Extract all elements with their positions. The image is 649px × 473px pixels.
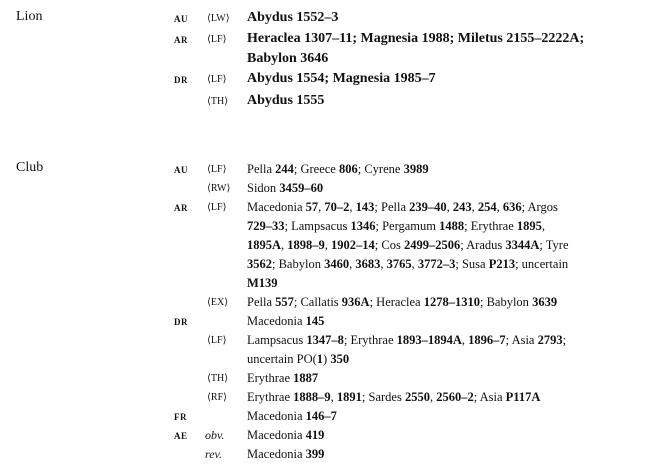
reference-line: Abydus 1555 xyxy=(247,93,325,108)
index-term-club: Club xyxy=(16,160,44,175)
type-note: ⟨LF⟩ xyxy=(207,34,227,45)
metal-code: AU xyxy=(174,14,188,24)
type-note: ⟨TH⟩ xyxy=(207,373,229,384)
reference-line: Sidon 3459–60 xyxy=(247,181,324,195)
reference-line: Pella 557; Callatis 936A; Heraclea 1278–1310; Babylon 3639 xyxy=(247,295,558,309)
type-note: obv. xyxy=(205,428,225,442)
reference-line: Erythrae 1888–9, 1891; Sardes 2550, 2560–2; Asia P117A xyxy=(247,390,541,404)
reference-line: Abydus 1554; Magnesia 1985–7 xyxy=(247,71,436,86)
reference-line: Pella 244; Greece 806; Cyrene 3989 xyxy=(247,162,429,176)
reference-line: Macedonia 146–7 xyxy=(247,409,337,423)
metal-code: AU xyxy=(174,165,188,175)
reference-line: Macedonia 145 xyxy=(247,314,325,328)
metal-code: AE xyxy=(174,431,188,441)
type-note: ⟨LF⟩ xyxy=(207,202,227,213)
reference-line: Erythrae 1887 xyxy=(247,371,319,385)
type-note: ⟨RF⟩ xyxy=(207,392,228,403)
metal-code: FR xyxy=(174,412,187,422)
type-note: ⟨EX⟩ xyxy=(207,297,229,308)
type-note: ⟨LF⟩ xyxy=(207,335,227,346)
reference-line: M139 xyxy=(247,276,278,290)
reference-line: Macedonia 419 xyxy=(247,428,325,442)
index-term-lion: Lion xyxy=(16,9,43,24)
type-note: ⟨LF⟩ xyxy=(207,164,227,175)
type-note: ⟨LW⟩ xyxy=(207,13,230,24)
reference-line: 1895A, 1898–9, 1902–14; Cos 2499–2506; Aradus 3344A; Tyre xyxy=(247,238,569,252)
metal-code: AR xyxy=(174,203,188,213)
reference-line: 3562; Babylon 3460, 3683, 3765, 3772–3; Susa P213; uncertain xyxy=(247,257,569,271)
reference-line: uncertain PO(1) 350 xyxy=(247,352,350,366)
type-note: ⟨LF⟩ xyxy=(207,74,227,85)
metal-code: AR xyxy=(174,35,188,45)
type-note: ⟨RW⟩ xyxy=(207,183,231,194)
type-note: ⟨TH⟩ xyxy=(207,96,229,107)
reference-line: Heraclea 1307–11; Magnesia 1988; Miletus 2155–2222A; xyxy=(247,31,585,46)
type-note: rev. xyxy=(205,447,222,461)
reference-line: Macedonia 399 xyxy=(247,447,325,461)
reference-line: Abydus 1552–3 xyxy=(247,10,339,25)
reference-line: Lampsacus 1347–8; Erythrae 1893–1894A, 1896–7; Asia 2793; xyxy=(247,333,567,347)
metal-code: DR xyxy=(174,75,188,85)
reference-line: Macedonia 57, 70–2, 143; Pella 239–40, 243, 254, 636; Argos xyxy=(247,200,558,214)
reference-line: Babylon 3646 xyxy=(247,51,329,66)
reference-line: 729–33; Lampsacus 1346; Pergamum 1488; Erythrae 1895, xyxy=(247,219,546,233)
metal-code: DR xyxy=(174,317,188,327)
